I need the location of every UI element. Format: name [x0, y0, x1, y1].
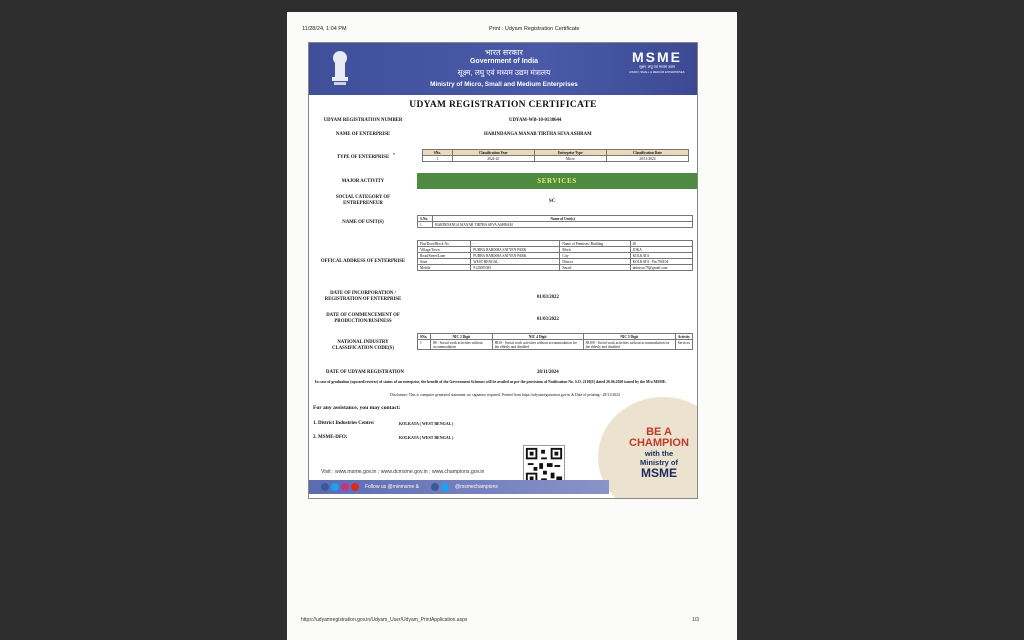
disclaimer: Disclaimer: This is computer generated statement, no signature required. Printed from https://udyamregistration.gov.in & Date of printing:- 28/11/2024 [390, 393, 620, 397]
table-row [418, 340, 693, 350]
cls-cell: 2024-25 [452, 156, 534, 162]
cls-cell: 28/11/2024 [606, 156, 688, 162]
instagram-icon [341, 483, 349, 491]
visit-links: Visit : www.msme.gov.in ; www.dcmsme.gov.in ; www.champions.gov.in [321, 469, 485, 475]
commencement-label: DATE OF COMMENCEMENT OF PRODUCTION/BUSINESS [326, 313, 400, 324]
cls-header-type: Enterprise Type [534, 150, 606, 156]
nic-header: SNo. [418, 334, 431, 340]
commencement-value: 01/03/2022 [537, 317, 559, 322]
units-table [417, 215, 693, 228]
print-page-title: Print : Udyam Registration Certificate [489, 26, 580, 32]
reg-no-label: UDYAM REGISTRATION NUMBER [323, 118, 403, 123]
address-cell: JOKA [630, 247, 692, 253]
ashoka-emblem-icon [327, 49, 353, 87]
page-number: 1/3 [692, 617, 699, 623]
follow-text-2: @msmechampions [455, 484, 498, 490]
address-cell: Mobile [418, 265, 471, 271]
champion-line4: Ministry of [640, 458, 678, 467]
address-cell: KOLKATA [630, 253, 692, 259]
cls-cell: 1 [423, 156, 453, 162]
facebook-icon [321, 483, 329, 491]
cls-cell: Micro [534, 156, 606, 162]
nic-table [417, 333, 693, 350]
address-label: OFFICAL ADDRESS OF ENTERPRISE [320, 259, 406, 264]
champion-line5: MSME [641, 466, 677, 480]
msme-logo-hindi: सूक्ष्म, लघु एवं मध्यम उद्यम [639, 65, 675, 69]
nic-header: NIC 4 Digit [492, 334, 583, 340]
msme-logo-sub: MICRO, SMALL & MEDIUM ENTERPRISES [629, 70, 685, 74]
units-cell: HARINDANGA MANAB TIRTHA SEVA ASHRAM [433, 222, 693, 228]
nic-cell: 88 - Social work activities without accommodation [431, 340, 493, 350]
dfo-label: 2. MSME-DFO: [313, 435, 348, 440]
nic-label: NATIONAL INDUSTRY CLASSIFICATION CODE(S) [332, 340, 394, 351]
table-row [418, 222, 693, 228]
print-datetime: 11/28/24, 1:04 PM [302, 26, 347, 32]
address-cell: Road/Street/Lane [418, 253, 471, 259]
hindi-ministry: सूक्ष्म, लघु एवं मध्यम उद्यम मंत्रालय [457, 68, 551, 77]
youtube-icon [351, 483, 359, 491]
enterprise-value: HARINDANGA MANAB TIRTHA SEVA ASHRAM [484, 132, 592, 137]
address-cell: dnbsisoc79@gmail.com [630, 265, 692, 271]
certificate [308, 42, 698, 499]
dic-label: 1. District Industries Centre: [313, 421, 375, 426]
msme-logo [627, 50, 687, 74]
champion-text [609, 427, 698, 480]
address-cell: PURBA BARISHA SATYEN PARK [471, 247, 560, 253]
incorporation-label: DATE OF INCORPORATION / REGISTRATION OF ENTERPRISE [324, 291, 402, 302]
follow-text-1: Follow us @minmsme & [365, 484, 419, 490]
reg-no-value: UDYAM-WB-10-0138644 [509, 118, 562, 123]
social-category-value: SC [549, 199, 556, 204]
udyam-date-value: 28/11/2024 [537, 370, 559, 375]
cls-header-date: Classification Date [606, 150, 688, 156]
address-cell: 40 [630, 241, 692, 247]
assistance-heading: For any assistance, you may contact: [313, 405, 401, 411]
address-cell: 9123005381 [471, 265, 560, 271]
dfo-value: KOLKATA ( WEST BENGAL ) [399, 435, 454, 440]
twitter-icon [441, 483, 449, 491]
nic-header: Activity [675, 334, 692, 340]
social-bar [309, 480, 609, 494]
ministry-name: Ministry of Micro, Small and Medium Enterprises [430, 81, 578, 88]
address-cell: Block [560, 247, 630, 253]
enterprise-label: NAME OF ENTERPRISE [335, 132, 391, 137]
type-label: TYPE OF ENTERPRISE [336, 155, 390, 160]
table-row [418, 265, 693, 271]
nic-cell: 8810 - Social work activities without accommodation for the elderly and disabled [492, 340, 583, 350]
champion-line1: BE A [646, 426, 672, 438]
graduation-note: In case of graduation (upward/reverse) of status of an enterprise, the benefit of the Government Schemes will be availed as per the provisions of Notification No. S.O. 2119(E) dated 26.06.2020 issued by the M/o MSME. [315, 380, 667, 384]
address-cell: State [418, 259, 471, 265]
address-cell: WEST BENGAL [471, 259, 560, 265]
nic-cell: 88100 - Social work activities without accommodation for the elderly and disabled [583, 340, 675, 350]
nic-cell: Services [675, 340, 692, 350]
cls-header-sno: SNo. [423, 150, 453, 156]
units-header-name: Name of Unit(s) [433, 216, 693, 222]
address-cell: Email: [560, 265, 630, 271]
address-cell: District [560, 259, 630, 265]
units-cell: 1 [418, 222, 433, 228]
certificate-title: UDYAM REGISTRATION CERTIFICATE [409, 100, 597, 110]
print-url: https://udyamregistration.gov.in/Udyam_User/Udyam_PrintApplication.aspx [301, 617, 468, 623]
nic-cell: 1 [418, 340, 431, 350]
address-cell: KOLKATA , Pin 700104 [630, 259, 692, 265]
cls-header-year: Classification Year [452, 150, 534, 156]
major-activity-value: SERVICES [417, 173, 697, 189]
units-label: NAME OF UNIT(S) [342, 220, 384, 225]
gov-of-india: Government of India [469, 58, 539, 65]
address-cell: Name of Premises/ Building [560, 241, 630, 247]
nic-header: NIC 5 Digit [583, 334, 675, 340]
facebook-icon [431, 483, 439, 491]
twitter-icon [331, 483, 339, 491]
address-cell: Village/Town [418, 247, 471, 253]
incorporation-value: 01/03/2022 [537, 295, 559, 300]
units-header-sno: S.No. [418, 216, 433, 222]
social-category-label: SOCIAL CATEGORY OF ENTREPRENEUR [335, 195, 391, 206]
dic-value: KOLKATA ( WEST BENGAL ) [399, 421, 454, 426]
udyam-date-label: DATE OF UDYAM REGISTRATION [326, 370, 404, 375]
major-activity-label: MAJOR ACTIVITY [341, 179, 385, 184]
champion-line3: with the [644, 449, 674, 458]
classification-table [422, 149, 689, 162]
address-cell: City [560, 253, 630, 259]
government-banner [309, 43, 697, 95]
printed-page [287, 12, 737, 640]
champion-line2: CHAMPION [629, 437, 689, 449]
table-row [423, 156, 689, 162]
nic-header: NIC 2 Digit [431, 334, 493, 340]
address-table [417, 240, 693, 271]
address-cell: PURBA BARISHA SATYEN PARK [471, 253, 560, 259]
type-star: * [393, 152, 395, 157]
hindi-gov: भारत सरकार [485, 48, 523, 57]
address-cell: - [471, 241, 560, 247]
address-cell: Flat/Door/Block No. [418, 241, 471, 247]
msme-logo-text: MSME [632, 49, 682, 65]
